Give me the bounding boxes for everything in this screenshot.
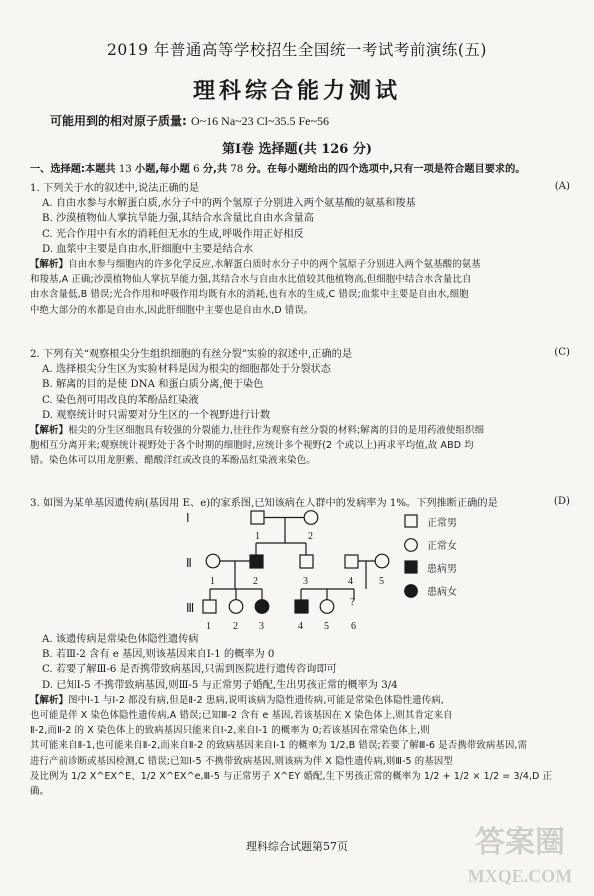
question-2-stem: 2. 下列有关“观察根尖分生组织细胞的有丝分裂”实验的叙述中,正确的是 <box>30 349 353 360</box>
watermark-logo <box>450 812 590 892</box>
pedigree-III-1-number: 1 <box>206 621 211 632</box>
atomic-mass-label: 可能用到的相对原子质量: <box>50 114 187 128</box>
exam-title: 2019 年普通高等学校招生全国统一考试考前演练(五) <box>107 41 487 59</box>
question-1-option-b: B. 沙漠植物仙人掌抗旱能力强,其结合水含量比自由水含量高 <box>42 213 314 225</box>
pedigree-III-6-number: 6 <box>351 621 356 632</box>
pedigree-II-2-number: 2 <box>253 576 258 587</box>
pedigree-II-5-number: 5 <box>379 576 384 587</box>
pedigree-II-5-normal-female <box>375 554 389 568</box>
pedigree-II-4-number: 4 <box>348 576 353 587</box>
svg-text:答案圈: 答案圈 <box>475 826 565 859</box>
question-2 <box>30 347 570 469</box>
question-2-analysis: 【解析】根尖的分生区细胞具有较强的分裂能力,往往作为观察有丝分裂的材料;解离的目的是用药液使组织细 胞相互分离开来;观察统计视野处于各个时期的细胞时,应统计多个视野(2 个或以上)再求平均值,故 ABD 均 错。染色体可以用龙胆紫、醋酸洋红或改良的苯酚品红染液来染色。 <box>30 425 485 467</box>
section-instructions: 一、选择题:本题共 13 小题,每小题 6 分,共 78 分。在每小题给出的四个选项中,只有一项是符合题目要求的。 <box>30 164 526 175</box>
question-1-option-d: D. 血浆中主要是自由水,肝细胞中主要是结合水 <box>42 243 254 255</box>
question-2-option-b: B. 解离的目的是使 DNA 和蛋白质分离,便于染色 <box>42 379 264 391</box>
legend-normal-male-symbol <box>405 515 417 527</box>
page-footer: 理科综合试题第57页 <box>246 840 348 853</box>
pedigree-I-2-number: 2 <box>308 531 313 542</box>
subject-title: 理科综合能力测试 <box>192 78 401 104</box>
pedigree-III-1-normal-male <box>203 600 216 613</box>
legend-normal-female-symbol <box>405 539 418 552</box>
pedigree-III-2-number: 2 <box>233 621 238 632</box>
question-1 <box>30 181 570 318</box>
question-3-answer: (D) <box>553 496 570 507</box>
question-3-stem: 3. 如图为某单基因遗传病(基因用 E、e)的家系图,已知该病在人群中的发病率为 1%。下列推断正确的是 <box>30 498 498 509</box>
gen-label-1: Ⅰ <box>186 511 190 525</box>
legend-affected-female-label: 患病女 <box>427 587 457 598</box>
legend-affected-male-symbol <box>405 561 417 573</box>
pedigree-III-3-affected-female <box>255 600 269 614</box>
question-1-stem: 1. 下列关于水的叙述中,说法正确的是 <box>30 183 200 194</box>
question-2-option-a: A. 选择根尖分生区为实验材料是因为根尖的细胞都处于分裂状态 <box>42 364 331 376</box>
question-3-option-b: B. 若Ⅲ-2 含有 e 基因,则该基因来自Ⅰ-1 的概率为 0 <box>42 649 275 661</box>
gen-label-2: Ⅱ <box>186 556 192 570</box>
question-3-option-a: A. 该遗传病是常染色体隐性遗传病 <box>42 634 199 645</box>
question-3 <box>30 632 570 799</box>
pedigree-III-3-number: 3 <box>259 621 264 632</box>
question-1-option-c: C. 光合作用中有水的消耗但无水的生成,呼吸作用正好相反 <box>42 228 304 240</box>
svg-text:MXQE.COM: MXQE.COM <box>467 866 573 886</box>
legend-affected-male-label: 患病男 <box>427 564 457 575</box>
question-2-option-c: C. 染色剂可用改良的苯酚品红染液 <box>42 394 199 406</box>
question-1-analysis: 【解析】自由水参与细胞内的许多化学反应,水解蛋白质时水分子中的两个氢原子分别进入两个氨基酸的氨基 和羧基,A 正确;沙漠植物仙人掌抗旱能力强,其结合水与自由水比值较其他植物高,但细胞中结合水含量比自 由水含量低,B 错误;光合作用和呼吸作用均既有水的消耗,也有水的生成,C 错误;血浆中主要是自由水,细胞 中绝大部分的水都是自由水,因此肝细胞中主要也是自由水,D 错误。 <box>30 259 481 316</box>
pedigree-III-4-affected-male <box>295 600 308 613</box>
question-3-option-c: C. 若要了解Ⅲ-6 是否携带致病基因,只需到医院进行遗传咨询即可 <box>42 664 337 676</box>
legend-affected-female-symbol <box>405 585 418 598</box>
question-2-option-d: D. 观察统计时只需要对分生区的一个视野进行计数 <box>42 409 271 421</box>
atomic-mass-values: O~16 Na~23 Cl~35.5 Fe~56 <box>191 114 329 128</box>
question-1-answer: (A) <box>554 181 570 192</box>
question-1-option-a: A. 自由水参与水解蛋白质,水分子中的两个氢原子分别进入两个氨基酸的氨基和羧基 <box>42 198 416 210</box>
question-3-option-d: D. 已知Ⅰ-5 不携带致病基因,则Ⅲ-5 与正常男子婚配,生出男孩正常的概率为 3/4 <box>42 679 398 691</box>
section-title: 第Ⅰ卷 选择题(共 126 分) <box>221 142 373 157</box>
pedigree-III-4-number: 4 <box>298 621 303 632</box>
question-3-analysis: 【解析】图中Ⅰ-1 与Ⅰ-2 都没有病,但是Ⅱ-2 患病,说明该病为隐性遗传病,可能是常染色体隐性遗传病, 也可能是伴 X 染色体隐性遗传病,A 错误;已知Ⅲ-2 含有 e 基因,若该基因在 X 染色体上,则其肯定来自 Ⅱ-2,而Ⅱ-2 的 X 染色体上的致病基因只能来自Ⅰ-2,来自Ⅰ-1 的概率为 0;若该基因在常染色体上,则 其可能来自Ⅱ-1,也可能来自Ⅱ-2,而来自Ⅱ-2 的致病基因来自Ⅰ-1 的概率为 1/2,B 错误;若要了解Ⅲ-6 是否携带致病基因,需 进行产前诊断或基因检测,C 错误;已知Ⅰ-5 不携带致病基因,则该病为伴 X 隐性遗传病,则Ⅲ-5 的基因型 及比例为 1/2 X^EX^E、1/2 X^EX^e,Ⅲ-5 与正常男子 X^EY 婚配,生下男孩正常的概率为 1/2 + 1/2 × 1/2 = 3/4,D 正确。 <box>30 694 553 798</box>
gen-label-3: Ⅲ <box>186 601 195 615</box>
pedigree-III-5-normal-female <box>320 600 334 614</box>
pedigree-I-1-number: 1 <box>255 531 260 542</box>
pedigree-II-3-number: 3 <box>303 576 308 587</box>
atomic-mass-line <box>50 112 329 129</box>
pedigree-III-5-number: 5 <box>324 621 329 632</box>
pedigree-III-2-normal-female <box>229 600 243 614</box>
legend-normal-male-label: 正常男 <box>427 518 457 529</box>
pedigree-II-1-number: 1 <box>210 576 215 587</box>
pedigree-shapes <box>0 505 594 633</box>
legend-normal-female-label: 正常女 <box>427 541 457 552</box>
question-2-answer: (C) <box>554 347 570 358</box>
pedigree-III-6-unknown: ? <box>350 596 355 608</box>
